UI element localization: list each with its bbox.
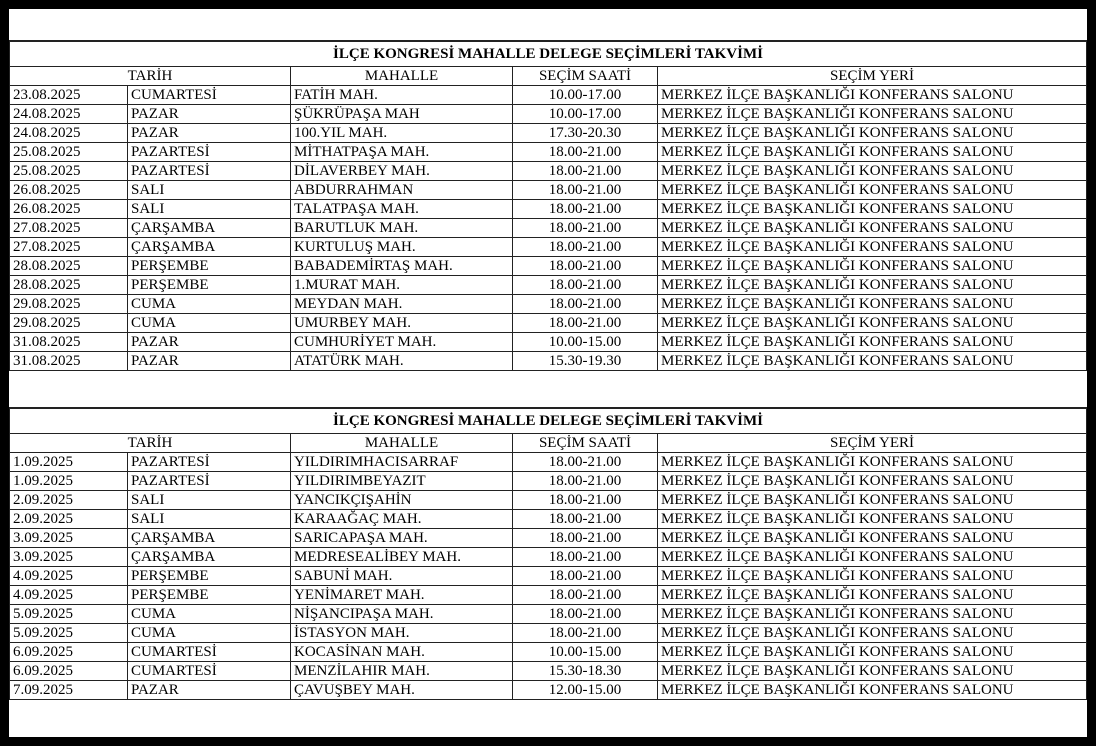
cell-day: SALI <box>128 491 291 510</box>
cell-time: 15.30-18.30 <box>513 662 658 681</box>
cell-date: 25.08.2025 <box>10 143 128 162</box>
table-row <box>10 529 1087 548</box>
cell-time: 18.00-21.00 <box>513 586 658 605</box>
table-row <box>10 567 1087 586</box>
cell-place: MERKEZ İLÇE BAŞKANLIĞI KONFERANS SALONU <box>658 567 1087 586</box>
cell-mahalle: YILDIRIMHACISARRAF <box>291 453 513 472</box>
cell-day: CUMA <box>128 605 291 624</box>
cell-mahalle: ABDURRAHMAN <box>291 181 513 200</box>
cell-mahalle: ŞÜKRÜPAŞA MAH <box>291 105 513 124</box>
cell-date: 5.09.2025 <box>10 605 128 624</box>
cell-day: PAZARTESİ <box>128 453 291 472</box>
cell-date: 28.08.2025 <box>10 257 128 276</box>
cell-date: 3.09.2025 <box>10 529 128 548</box>
cell-time: 10.00-17.00 <box>513 105 658 124</box>
cell-date: 29.08.2025 <box>10 314 128 333</box>
cell-time: 18.00-21.00 <box>513 238 658 257</box>
table-title: İLÇE KONGRESİ MAHALLE DELEGE SEÇİMLERİ TAKVİMİ <box>10 408 1087 434</box>
cell-day: PERŞEMBE <box>128 257 291 276</box>
cell-date: 5.09.2025 <box>10 624 128 643</box>
cell-date: 26.08.2025 <box>10 200 128 219</box>
cell-place: MERKEZ İLÇE BAŞKANLIĞI KONFERANS SALONU <box>658 200 1087 219</box>
cell-day: PAZAR <box>128 333 291 352</box>
header-tarih: TARİH <box>10 67 291 86</box>
cell-date: 24.08.2025 <box>10 124 128 143</box>
cell-mahalle: SARICAPAŞA MAH. <box>291 529 513 548</box>
cell-place: MERKEZ İLÇE BAŞKANLIĞI KONFERANS SALONU <box>658 257 1087 276</box>
cell-time: 18.00-21.00 <box>513 200 658 219</box>
cell-time: 18.00-21.00 <box>513 529 658 548</box>
cell-date: 1.09.2025 <box>10 472 128 491</box>
cell-day: PAZARTESİ <box>128 162 291 181</box>
cell-time: 18.00-21.00 <box>513 453 658 472</box>
table-row <box>10 124 1087 143</box>
table-row <box>10 586 1087 605</box>
table-row <box>10 548 1087 567</box>
table-row <box>10 643 1087 662</box>
cell-time: 18.00-21.00 <box>513 605 658 624</box>
cell-place: MERKEZ İLÇE BAŞKANLIĞI KONFERANS SALONU <box>658 605 1087 624</box>
cell-place: MERKEZ İLÇE BAŞKANLIĞI KONFERANS SALONU <box>658 352 1087 371</box>
cell-day: PAZAR <box>128 105 291 124</box>
table-row <box>10 181 1087 200</box>
cell-time: 18.00-21.00 <box>513 219 658 238</box>
cell-date: 27.08.2025 <box>10 238 128 257</box>
cell-place: MERKEZ İLÇE BAŞKANLIĞI KONFERANS SALONU <box>658 105 1087 124</box>
cell-time: 18.00-21.00 <box>513 567 658 586</box>
cell-mahalle: UMURBEY MAH. <box>291 314 513 333</box>
cell-time: 10.00-15.00 <box>513 643 658 662</box>
header-mahalle: MAHALLE <box>291 434 513 453</box>
cell-time: 12.00-15.00 <box>513 681 658 700</box>
table-row <box>10 143 1087 162</box>
cell-mahalle: MİTHATPAŞA MAH. <box>291 143 513 162</box>
cell-day: ÇARŞAMBA <box>128 219 291 238</box>
cell-mahalle: YANCIKÇIŞAHİN <box>291 491 513 510</box>
cell-day: PAZAR <box>128 352 291 371</box>
header-secim-yeri: SEÇİM YERİ <box>658 67 1087 86</box>
cell-day: CUMARTESİ <box>128 643 291 662</box>
table-row <box>10 162 1087 181</box>
cell-time: 17.30-20.30 <box>513 124 658 143</box>
cell-mahalle: KOCASİNAN MAH. <box>291 643 513 662</box>
cell-day: CUMA <box>128 295 291 314</box>
cell-mahalle: FATİH MAH. <box>291 86 513 105</box>
table-row <box>10 314 1087 333</box>
header-secim-yeri: SEÇİM YERİ <box>658 434 1087 453</box>
cell-place: MERKEZ İLÇE BAŞKANLIĞI KONFERANS SALONU <box>658 472 1087 491</box>
cell-mahalle: NİŞANCIPAŞA MAH. <box>291 605 513 624</box>
cell-mahalle: TALATPAŞA MAH. <box>291 200 513 219</box>
cell-place: MERKEZ İLÇE BAŞKANLIĞI KONFERANS SALONU <box>658 143 1087 162</box>
cell-time: 15.30-19.30 <box>513 352 658 371</box>
cell-day: PAZAR <box>128 681 291 700</box>
table-row <box>10 352 1087 371</box>
document-page <box>9 9 1087 737</box>
cell-place: MERKEZ İLÇE BAŞKANLIĞI KONFERANS SALONU <box>658 333 1087 352</box>
table-row <box>10 681 1087 700</box>
cell-date: 31.08.2025 <box>10 333 128 352</box>
cell-place: MERKEZ İLÇE BAŞKANLIĞI KONFERANS SALONU <box>658 624 1087 643</box>
cell-time: 10.00-15.00 <box>513 333 658 352</box>
schedule-table-august <box>9 40 1087 371</box>
table-row <box>10 491 1087 510</box>
cell-day: PAZARTESİ <box>128 472 291 491</box>
cell-mahalle: MENZİLAHIR MAH. <box>291 662 513 681</box>
cell-time: 18.00-21.00 <box>513 491 658 510</box>
cell-day: CUMA <box>128 314 291 333</box>
cell-place: MERKEZ İLÇE BAŞKANLIĞI KONFERANS SALONU <box>658 510 1087 529</box>
cell-date: 27.08.2025 <box>10 219 128 238</box>
cell-place: MERKEZ İLÇE BAŞKANLIĞI KONFERANS SALONU <box>658 586 1087 605</box>
cell-mahalle: YILDIRIMBEYAZIT <box>291 472 513 491</box>
cell-place: MERKEZ İLÇE BAŞKANLIĞI KONFERANS SALONU <box>658 276 1087 295</box>
table-row <box>10 276 1087 295</box>
table-row <box>10 333 1087 352</box>
cell-place: MERKEZ İLÇE BAŞKANLIĞI KONFERANS SALONU <box>658 181 1087 200</box>
cell-date: 4.09.2025 <box>10 567 128 586</box>
cell-place: MERKEZ İLÇE BAŞKANLIĞI KONFERANS SALONU <box>658 124 1087 143</box>
cell-time: 18.00-21.00 <box>513 472 658 491</box>
table-row <box>10 510 1087 529</box>
table-row <box>10 624 1087 643</box>
cell-day: CUMARTESİ <box>128 86 291 105</box>
cell-mahalle: CUMHURİYET MAH. <box>291 333 513 352</box>
cell-time: 18.00-21.00 <box>513 624 658 643</box>
cell-date: 29.08.2025 <box>10 295 128 314</box>
cell-place: MERKEZ İLÇE BAŞKANLIĞI KONFERANS SALONU <box>658 162 1087 181</box>
cell-date: 6.09.2025 <box>10 643 128 662</box>
cell-place: MERKEZ İLÇE BAŞKANLIĞI KONFERANS SALONU <box>658 86 1087 105</box>
header-secim-saati: SEÇİM SAATİ <box>513 434 658 453</box>
cell-date: 6.09.2025 <box>10 662 128 681</box>
table-row <box>10 238 1087 257</box>
cell-day: PERŞEMBE <box>128 276 291 295</box>
cell-mahalle: KARAAĞAÇ MAH. <box>291 510 513 529</box>
table-title: İLÇE KONGRESİ MAHALLE DELEGE SEÇİMLERİ TAKVİMİ <box>10 41 1087 67</box>
cell-time: 18.00-21.00 <box>513 295 658 314</box>
cell-date: 24.08.2025 <box>10 105 128 124</box>
table-row <box>10 453 1087 472</box>
cell-place: MERKEZ İLÇE BAŞKANLIĞI KONFERANS SALONU <box>658 662 1087 681</box>
cell-place: MERKEZ İLÇE BAŞKANLIĞI KONFERANS SALONU <box>658 548 1087 567</box>
cell-day: ÇARŞAMBA <box>128 529 291 548</box>
cell-mahalle: MEDRESEALİBEY MAH. <box>291 548 513 567</box>
cell-place: MERKEZ İLÇE BAŞKANLIĞI KONFERANS SALONU <box>658 295 1087 314</box>
cell-day: CUMARTESİ <box>128 662 291 681</box>
table-row <box>10 200 1087 219</box>
cell-place: MERKEZ İLÇE BAŞKANLIĞI KONFERANS SALONU <box>658 681 1087 700</box>
cell-date: 4.09.2025 <box>10 586 128 605</box>
cell-mahalle: 100.YIL MAH. <box>291 124 513 143</box>
header-secim-saati: SEÇİM SAATİ <box>513 67 658 86</box>
cell-time: 10.00-17.00 <box>513 86 658 105</box>
cell-time: 18.00-21.00 <box>513 181 658 200</box>
header-mahalle: MAHALLE <box>291 67 513 86</box>
cell-day: ÇARŞAMBA <box>128 548 291 567</box>
cell-mahalle: YENİMARET MAH. <box>291 586 513 605</box>
cell-date: 3.09.2025 <box>10 548 128 567</box>
table-row <box>10 105 1087 124</box>
cell-place: MERKEZ İLÇE BAŞKANLIĞI KONFERANS SALONU <box>658 491 1087 510</box>
cell-mahalle: SABUNİ MAH. <box>291 567 513 586</box>
schedule-table-september <box>9 407 1087 700</box>
cell-day: SALI <box>128 181 291 200</box>
cell-day: PERŞEMBE <box>128 586 291 605</box>
cell-mahalle: DİLAVERBEY MAH. <box>291 162 513 181</box>
cell-time: 18.00-21.00 <box>513 510 658 529</box>
cell-place: MERKEZ İLÇE BAŞKANLIĞI KONFERANS SALONU <box>658 238 1087 257</box>
cell-day: PAZAR <box>128 124 291 143</box>
cell-time: 18.00-21.00 <box>513 314 658 333</box>
cell-date: 1.09.2025 <box>10 453 128 472</box>
header-tarih: TARİH <box>10 434 291 453</box>
table-row <box>10 295 1087 314</box>
cell-date: 28.08.2025 <box>10 276 128 295</box>
table-row <box>10 86 1087 105</box>
cell-day: SALI <box>128 200 291 219</box>
cell-mahalle: KURTULUŞ MAH. <box>291 238 513 257</box>
cell-day: PAZARTESİ <box>128 143 291 162</box>
cell-day: CUMA <box>128 624 291 643</box>
cell-mahalle: İSTASYON MAH. <box>291 624 513 643</box>
table-row <box>10 472 1087 491</box>
cell-day: SALI <box>128 510 291 529</box>
cell-mahalle: 1.MURAT MAH. <box>291 276 513 295</box>
cell-day: ÇARŞAMBA <box>128 238 291 257</box>
cell-mahalle: ÇAVUŞBEY MAH. <box>291 681 513 700</box>
cell-date: 31.08.2025 <box>10 352 128 371</box>
cell-time: 18.00-21.00 <box>513 276 658 295</box>
cell-time: 18.00-21.00 <box>513 257 658 276</box>
table-row <box>10 605 1087 624</box>
cell-time: 18.00-21.00 <box>513 143 658 162</box>
table-row <box>10 662 1087 681</box>
cell-place: MERKEZ İLÇE BAŞKANLIĞI KONFERANS SALONU <box>658 219 1087 238</box>
cell-date: 2.09.2025 <box>10 491 128 510</box>
cell-place: MERKEZ İLÇE BAŞKANLIĞI KONFERANS SALONU <box>658 529 1087 548</box>
cell-time: 18.00-21.00 <box>513 548 658 567</box>
cell-time: 18.00-21.00 <box>513 162 658 181</box>
cell-place: MERKEZ İLÇE BAŞKANLIĞI KONFERANS SALONU <box>658 453 1087 472</box>
cell-place: MERKEZ İLÇE BAŞKANLIĞI KONFERANS SALONU <box>658 643 1087 662</box>
cell-mahalle: MEYDAN MAH. <box>291 295 513 314</box>
cell-date: 25.08.2025 <box>10 162 128 181</box>
table-row <box>10 219 1087 238</box>
cell-date: 2.09.2025 <box>10 510 128 529</box>
cell-date: 7.09.2025 <box>10 681 128 700</box>
cell-date: 26.08.2025 <box>10 181 128 200</box>
cell-mahalle: BARUTLUK MAH. <box>291 219 513 238</box>
table-row <box>10 257 1087 276</box>
cell-mahalle: BABADEMİRTAŞ MAH. <box>291 257 513 276</box>
cell-day: PERŞEMBE <box>128 567 291 586</box>
cell-date: 23.08.2025 <box>10 86 128 105</box>
cell-place: MERKEZ İLÇE BAŞKANLIĞI KONFERANS SALONU <box>658 314 1087 333</box>
cell-mahalle: ATATÜRK MAH. <box>291 352 513 371</box>
